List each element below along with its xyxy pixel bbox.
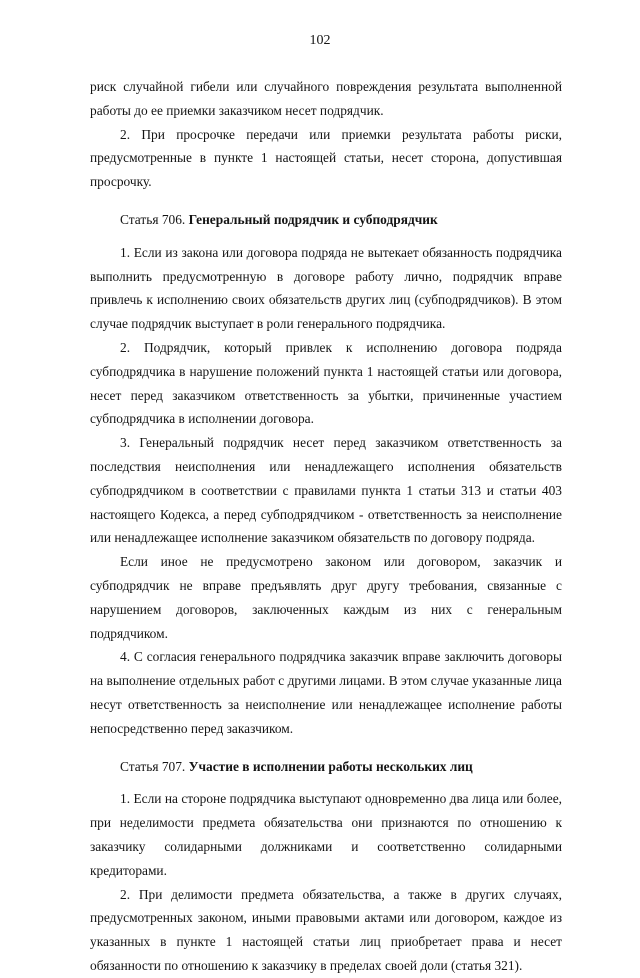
article-707-title: Участие в исполнении работы нескольких лиц [188, 758, 473, 774]
page-number: 102 [309, 33, 331, 48]
article-706-paragraph-2: 2. Подрядчик, который привлек к исполнению договора подряда субподрядчика в нарушение положений пункта 1 настоящей статьи или договора, несет перед заказчиком ответственность за убытки, причиненные участием субподрядчика в исполнении договора. [90, 339, 562, 427]
article-706-paragraph-3: 3. Генеральный подрядчик несет перед заказчиком ответственность за последствия неисполнения или ненадлежащего исполнения обязательств субподрядчиком в соответствии с правилами пункта 1 статьи 313 и статьи 403 настоящего Кодекса, а перед субподрядчиком - ответственность за неисполнение или ненадлежащее исполнение заказчиком обязательств по договору подряда. [90, 435, 562, 546]
page-body [90, 75, 562, 978]
intro-paragraph-2: 2. При просрочке передачи или приемки результата работы риски, предусмотренные в пункте 1 настоящей статьи, несет сторона, допустившая просрочку. [90, 126, 562, 190]
article-706-paragraph-3-cont: Если иное не предусмотрено законом или договором, заказчик и субподрядчик не вправе предъявлять друг другу требования, связанные с нарушением договоров, заключенных каждым из них с генеральным подрядчиком. [90, 554, 562, 641]
intro-paragraph-continuation: риск случайной гибели или случайного повреждения результата выполненной работы до ее приемки заказчиком несет подрядчик. [90, 79, 562, 118]
article-707-paragraph-2: 2. При делимости предмета обязательства, а также в других случаях, предусмотренных законом, иными правовыми актами или договором, каждое из указанных в пункте 1 настоящей статьи лиц приобретает права и несет обязанности по отношению к заказчику в пределах своей доли (статья 321). [90, 886, 562, 973]
article-706-paragraph-1: 1. Если из закона или договора подряда не вытекает обязанность подрядчика выполнить предусмотренную в договоре работу лично, подрядчик вправе привлечь к исполнению своих обязательств других лиц (субподрядчиков). В этом случае подрядчик выступает в роли генерального подрядчика. [90, 244, 562, 332]
article-706-number: Статья 706. [120, 211, 186, 227]
article-707-heading [90, 755, 562, 779]
article-706-paragraph-4: 4. С согласия генерального подрядчика заказчик вправе заключить договоры на выполнение отдельных работ с другими лицами. В этом случае указанные лица несут ответственность за неисполнение или ненадлежащее исполнение работы непосредственно перед заказчиком. [90, 649, 562, 736]
article-707-paragraph-1: 1. Если на стороне подрядчика выступают одновременно два лица или более, при неделимости предмета обязательства они признаются по отношению к заказчику солидарными должниками и соответственно солидарными кредиторами. [90, 791, 562, 878]
article-706-title: Генеральный подрядчик и субподрядчик [188, 211, 438, 227]
article-707-number: Статья 707. [120, 758, 186, 774]
article-706-heading [90, 208, 562, 232]
